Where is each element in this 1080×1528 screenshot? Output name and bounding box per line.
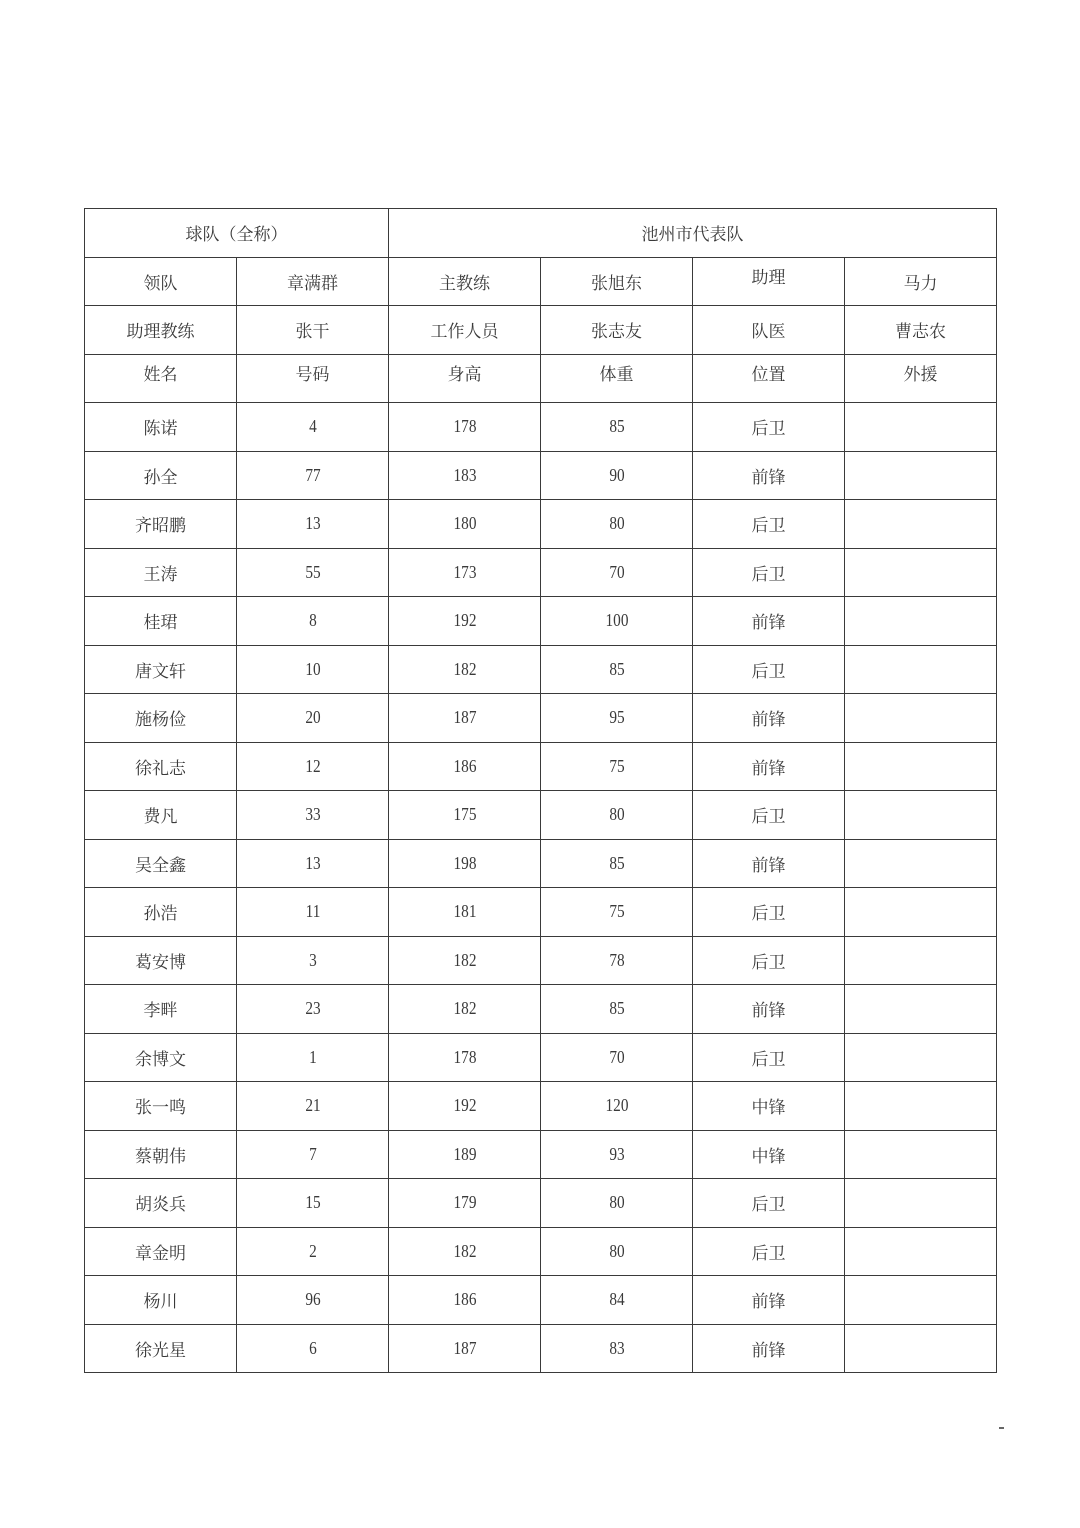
player-weight: 85 [552, 403, 681, 452]
player-row [85, 1130, 997, 1179]
player-row [85, 1276, 997, 1325]
player-height: 181 [400, 888, 529, 937]
player-name: 余博文 [85, 1033, 237, 1082]
player-name: 费凡 [85, 791, 237, 840]
team-name: 池州市代表队 [389, 209, 997, 258]
player-number: 11 [248, 888, 377, 937]
player-name: 张一鸣 [85, 1082, 237, 1131]
player-height: 192 [400, 597, 529, 646]
player-position: 前锋 [693, 839, 845, 888]
player-foreign-flag [845, 403, 997, 452]
page-mark [999, 1427, 1004, 1429]
player-position: 后卫 [693, 645, 845, 694]
player-name: 蔡朝伟 [85, 1130, 237, 1179]
player-row [85, 645, 997, 694]
player-row [85, 548, 997, 597]
player-height: 182 [400, 645, 529, 694]
player-foreign-flag [845, 451, 997, 500]
player-height: 175 [400, 791, 529, 840]
player-position: 前锋 [693, 1276, 845, 1325]
player-number: 13 [248, 500, 377, 549]
staff-role [693, 257, 845, 306]
player-number: 77 [248, 451, 377, 500]
staff-name: 章满群 [237, 257, 389, 306]
player-name: 杨川 [85, 1276, 237, 1325]
column-header-text: 身高 [447, 364, 482, 385]
player-number: 3 [248, 936, 377, 985]
player-row [85, 694, 997, 743]
player-position: 后卫 [693, 791, 845, 840]
player-row [85, 1324, 997, 1373]
player-row [85, 500, 997, 549]
staff-name: 张干 [237, 306, 389, 355]
player-number: 15 [248, 1179, 377, 1228]
player-number: 7 [248, 1130, 377, 1179]
player-height: 182 [400, 985, 529, 1034]
player-height: 187 [400, 694, 529, 743]
player-number: 2 [248, 1227, 377, 1276]
player-row [85, 1179, 997, 1228]
player-foreign-flag [845, 548, 997, 597]
player-row [85, 791, 997, 840]
player-number: 6 [248, 1324, 377, 1373]
player-foreign-flag [845, 1130, 997, 1179]
player-height: 187 [400, 1324, 529, 1373]
player-name: 孙浩 [85, 888, 237, 937]
player-height: 180 [400, 500, 529, 549]
staff-role: 工作人员 [389, 306, 541, 355]
player-position: 中锋 [693, 1130, 845, 1179]
player-name: 王涛 [85, 548, 237, 597]
player-weight: 80 [552, 1179, 681, 1228]
player-name: 桂珺 [85, 597, 237, 646]
player-row [85, 936, 997, 985]
player-foreign-flag [845, 1082, 997, 1131]
player-number: 55 [248, 548, 377, 597]
roster-body [85, 209, 997, 1373]
column-header-text: 位置 [751, 364, 786, 385]
player-foreign-flag [845, 1179, 997, 1228]
player-foreign-flag [845, 888, 997, 937]
staff-role: 队医 [693, 306, 845, 355]
player-position: 前锋 [693, 694, 845, 743]
team-label: 球队（全称） [85, 209, 389, 258]
staff-name: 马力 [845, 257, 997, 306]
staff-role: 助理教练 [85, 306, 237, 355]
column-header-number [237, 354, 389, 403]
column-header-height [389, 354, 541, 403]
player-number: 21 [248, 1082, 377, 1131]
player-height: 183 [400, 451, 529, 500]
column-header-text: 外援 [903, 364, 938, 385]
player-height: 192 [400, 1082, 529, 1131]
player-position: 后卫 [693, 936, 845, 985]
player-weight: 80 [552, 1227, 681, 1276]
player-weight: 80 [552, 500, 681, 549]
player-number: 13 [248, 839, 377, 888]
column-header-weight [541, 354, 693, 403]
player-height: 178 [400, 403, 529, 452]
staff-row [85, 306, 997, 355]
player-foreign-flag [845, 1033, 997, 1082]
player-weight: 78 [552, 936, 681, 985]
column-header-position [693, 354, 845, 403]
player-number: 1 [248, 1033, 377, 1082]
player-foreign-flag [845, 645, 997, 694]
player-height: 186 [400, 742, 529, 791]
player-row [85, 451, 997, 500]
player-height: 189 [400, 1130, 529, 1179]
player-foreign-flag [845, 1324, 997, 1373]
player-position: 后卫 [693, 500, 845, 549]
player-position: 前锋 [693, 451, 845, 500]
player-weight: 93 [552, 1130, 681, 1179]
player-weight: 70 [552, 1033, 681, 1082]
column-header-row [85, 354, 997, 403]
player-weight: 85 [552, 645, 681, 694]
player-row [85, 597, 997, 646]
player-weight: 85 [552, 839, 681, 888]
player-number: 20 [248, 694, 377, 743]
player-foreign-flag [845, 985, 997, 1034]
player-name: 吴全鑫 [85, 839, 237, 888]
player-weight: 83 [552, 1324, 681, 1373]
player-foreign-flag [845, 742, 997, 791]
staff-name: 曹志农 [845, 306, 997, 355]
team-name-row [85, 209, 997, 258]
player-height: 186 [400, 1276, 529, 1325]
player-row [85, 985, 997, 1034]
player-weight: 120 [552, 1082, 681, 1131]
player-height: 198 [400, 839, 529, 888]
player-weight: 80 [552, 791, 681, 840]
player-weight: 100 [552, 597, 681, 646]
player-height: 182 [400, 936, 529, 985]
player-position: 前锋 [693, 1324, 845, 1373]
player-position: 后卫 [693, 548, 845, 597]
player-name: 孙全 [85, 451, 237, 500]
player-weight: 95 [552, 694, 681, 743]
staff-role-text: 助理 [751, 267, 786, 288]
staff-name: 张旭东 [541, 257, 693, 306]
player-weight: 70 [552, 548, 681, 597]
player-number: 96 [248, 1276, 377, 1325]
player-name: 徐光星 [85, 1324, 237, 1373]
column-header-text: 姓名 [143, 364, 178, 385]
player-height: 178 [400, 1033, 529, 1082]
player-weight: 90 [552, 451, 681, 500]
player-row [85, 839, 997, 888]
player-foreign-flag [845, 694, 997, 743]
staff-row [85, 257, 997, 306]
player-position: 中锋 [693, 1082, 845, 1131]
player-position: 后卫 [693, 888, 845, 937]
player-row [85, 742, 997, 791]
player-foreign-flag [845, 791, 997, 840]
player-position: 后卫 [693, 1033, 845, 1082]
player-name: 章金明 [85, 1227, 237, 1276]
player-name: 陈诺 [85, 403, 237, 452]
staff-role: 领队 [85, 257, 237, 306]
player-height: 173 [400, 548, 529, 597]
player-weight: 84 [552, 1276, 681, 1325]
player-row [85, 888, 997, 937]
staff-role: 主教练 [389, 257, 541, 306]
player-height: 182 [400, 1227, 529, 1276]
staff-name: 张志友 [541, 306, 693, 355]
player-number: 12 [248, 742, 377, 791]
player-name: 施杨俭 [85, 694, 237, 743]
player-foreign-flag [845, 500, 997, 549]
player-name: 齐昭鹏 [85, 500, 237, 549]
player-number: 10 [248, 645, 377, 694]
column-header-name [85, 354, 237, 403]
player-name: 李畔 [85, 985, 237, 1034]
player-weight: 75 [552, 888, 681, 937]
player-position: 后卫 [693, 1227, 845, 1276]
player-weight: 85 [552, 985, 681, 1034]
player-foreign-flag [845, 1227, 997, 1276]
player-number: 23 [248, 985, 377, 1034]
player-number: 4 [248, 403, 377, 452]
player-position: 后卫 [693, 1179, 845, 1228]
player-name: 唐文轩 [85, 645, 237, 694]
player-number: 8 [248, 597, 377, 646]
player-row [85, 1082, 997, 1131]
player-row [85, 1033, 997, 1082]
player-foreign-flag [845, 936, 997, 985]
player-name: 胡炎兵 [85, 1179, 237, 1228]
team-roster-table [84, 208, 997, 1373]
player-row [85, 1227, 997, 1276]
player-name: 葛安博 [85, 936, 237, 985]
player-position: 前锋 [693, 985, 845, 1034]
player-name: 徐礼志 [85, 742, 237, 791]
player-height: 179 [400, 1179, 529, 1228]
player-position: 前锋 [693, 742, 845, 791]
player-foreign-flag [845, 1276, 997, 1325]
player-position: 前锋 [693, 597, 845, 646]
player-weight: 75 [552, 742, 681, 791]
player-number: 33 [248, 791, 377, 840]
player-foreign-flag [845, 839, 997, 888]
column-header-text: 号码 [295, 364, 330, 385]
player-row [85, 403, 997, 452]
column-header-foreign [845, 354, 997, 403]
column-header-text: 体重 [599, 364, 634, 385]
player-position: 后卫 [693, 403, 845, 452]
player-foreign-flag [845, 597, 997, 646]
